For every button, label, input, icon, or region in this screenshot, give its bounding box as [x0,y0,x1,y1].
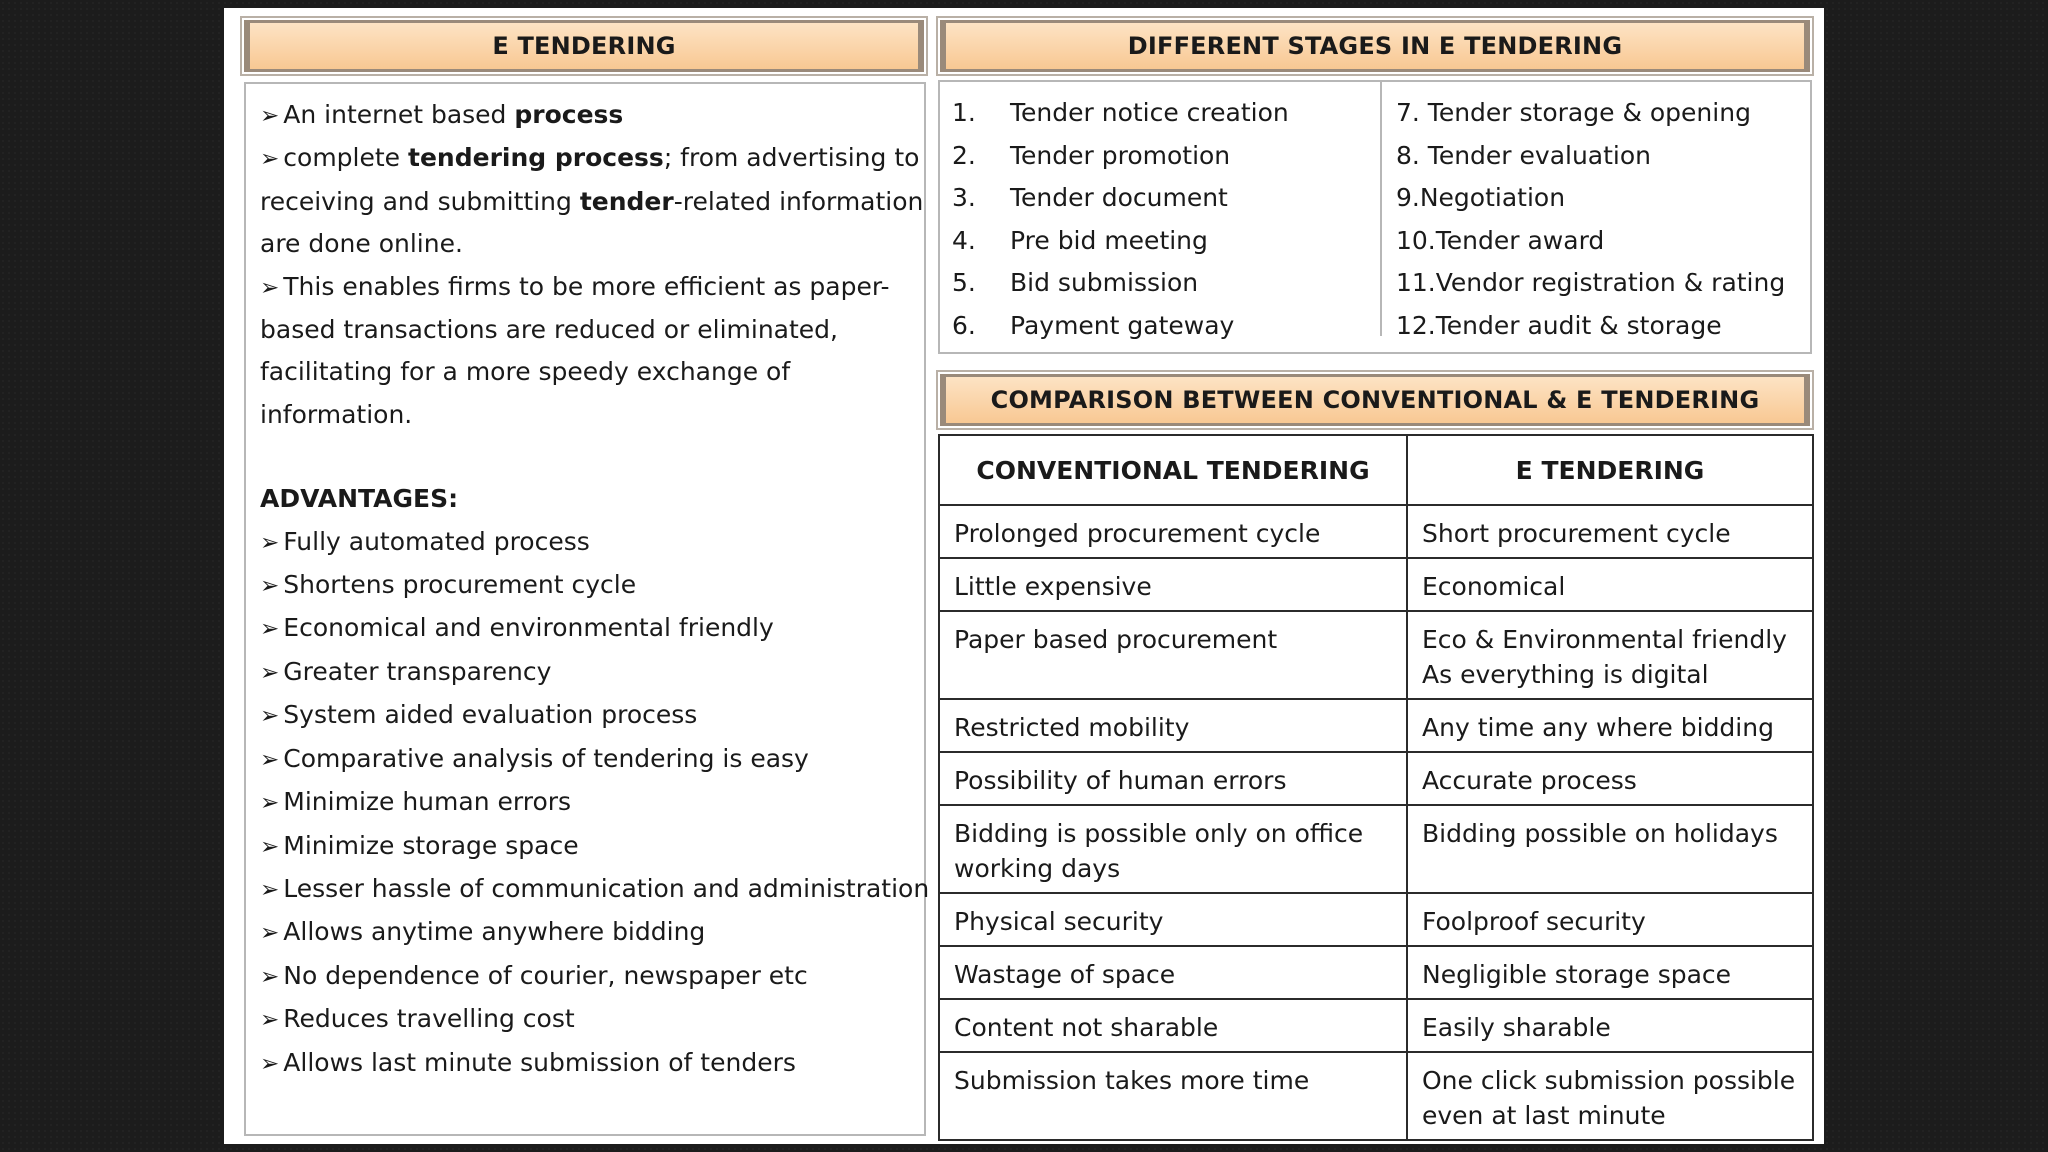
advantages-title: ADVANTAGES: [260,484,459,514]
intro-bold-text: tender [579,186,674,216]
advantage-item [260,825,924,868]
intro-text: ; from advertising to [663,143,920,173]
cell-conventional: Wastage of space [939,946,1407,999]
arrow-bullet-icon: ➢ [260,703,280,730]
stage-label: Tender document [1010,183,1228,213]
arrow-bullet-icon: ➢ [260,573,280,600]
arrow-bullet-icon: ➢ [260,790,280,817]
comparison-panel [938,434,1812,1128]
intro-bold-text: tendering process [408,143,664,173]
intro-line [260,266,924,309]
stage-item: 7. Tender storage & opening [1396,98,1751,127]
cell-etender: One click submission possible even at last minute [1407,1052,1813,1140]
advantage-text: Minimize human errors [283,787,572,817]
comparison-title: COMPARISON BETWEEN CONVENTIONAL & E TENDERING [990,386,1760,414]
intro-list [260,94,924,436]
advantage-item [260,651,924,694]
stage-item: 10.Tender award [1396,225,1605,255]
advantage-item [260,521,924,564]
table-row [939,558,1813,611]
e-tendering-panel [244,82,930,1136]
table-row [939,805,1813,893]
advantage-text: Shortens procurement cycle [283,570,637,600]
advantage-item [260,781,924,824]
advantage-item [260,564,924,607]
arrow-bullet-icon: ➢ [260,963,280,990]
stage-item: 8. Tender evaluation [1396,140,1652,170]
advantage-item [260,607,924,650]
advantage-text: Greater transparency [283,656,552,686]
stage-number: 1. [952,98,976,127]
stages-left-column [940,92,1380,348]
table-row [939,752,1813,805]
arrow-bullet-icon: ➢ [260,876,280,903]
intro-text: An internet based [283,100,515,129]
stage-item [940,305,1380,348]
intro-text: receiving and submitting [260,186,580,216]
cell-etender: Short procurement cycle [1407,505,1813,558]
comparison-header-row [939,435,1813,505]
column-header-etender: E TENDERING [1407,435,1813,505]
table-row [939,999,1813,1052]
intro-line [260,94,924,137]
advantage-text: Fully automated process [283,526,590,556]
stage-item [940,92,1380,135]
intro-text: -related information [673,186,924,216]
stage-item [940,177,1380,220]
stages-title: DIFFERENT STAGES IN E TENDERING [1127,32,1623,60]
table-row [939,611,1813,699]
intro-text: information. [260,399,413,429]
stage-label: Pre bid meeting [1010,225,1208,255]
cell-conventional: Content not sharable [939,999,1407,1052]
cell-etender: Any time any where bidding [1407,699,1813,752]
stage-label: Tender promotion [1010,140,1231,170]
arrow-bullet-icon: ➢ [260,833,280,860]
comparison-table [938,434,1814,1141]
advantage-item [260,1042,924,1085]
intro-line [260,351,924,393]
intro-text: based transactions are reduced or eliminated, [260,315,839,345]
cell-conventional: Possibility of human errors [939,752,1407,805]
e-tendering-header [244,20,924,72]
arrow-bullet-icon: ➢ [260,529,280,556]
cell-conventional: Submission takes more time [939,1052,1407,1140]
intro-line [260,223,924,265]
cell-conventional: Restricted mobility [939,699,1407,752]
stage-item [940,220,1380,263]
stage-item: 11.Vendor registration & rating [1396,268,1786,298]
advantage-item [260,868,930,911]
advantage-text: System aided evaluation process [283,700,698,730]
intro-text: facilitating for a more speedy exchange of [260,357,791,387]
arrow-bullet-icon: ➢ [260,920,280,947]
cell-etender: Accurate process [1407,752,1813,805]
arrow-bullet-icon: ➢ [260,1007,280,1034]
cell-conventional: Little expensive [939,558,1407,611]
intro-line [260,181,924,223]
cell-conventional: Prolonged procurement cycle [939,505,1407,558]
stage-item [940,135,1380,178]
advantage-text: No dependence of courier, newspaper etc [283,960,808,990]
intro-text: This enables firms to be more efficient as paper- [283,271,890,301]
stage-number: 6. [952,310,976,340]
stage-label: Bid submission [1010,268,1199,298]
arrow-bullet-icon: ➢ [260,1050,280,1077]
advantage-text: Allows last minute submission of tenders [283,1047,796,1077]
cell-etender: Foolproof security [1407,893,1813,946]
comparison-body [939,505,1813,1140]
table-row [939,1052,1813,1140]
advantage-item [260,911,924,954]
cell-conventional: Physical security [939,893,1407,946]
intro-line [260,394,924,436]
cell-conventional: Bidding is possible only on office working days [939,805,1407,893]
stages-right-column [1380,82,1812,340]
table-row [939,699,1813,752]
arrow-bullet-icon: ➢ [260,659,280,686]
stages-panel [938,80,1812,354]
advantage-text: Allows anytime anywhere bidding [283,917,706,947]
stage-item [940,262,1380,305]
stage-number: 3. [952,183,976,213]
stage-number: 5. [952,268,976,298]
e-tendering-title: E TENDERING [492,32,676,60]
cell-etender: Eco & Environmental friendly As everything is digital [1407,611,1813,699]
table-row [939,893,1813,946]
intro-line [260,309,924,351]
stages-header [940,20,1810,72]
comparison-header [940,374,1810,426]
column-header-conventional: CONVENTIONAL TENDERING [939,435,1407,505]
advantage-item [260,738,924,781]
table-row [939,946,1813,999]
intro-text: are done online. [260,229,463,259]
cell-etender: Negligible storage space [1407,946,1813,999]
cell-conventional: Paper based procurement [939,611,1407,699]
arrow-bullet-icon: ➢ [260,274,280,301]
intro-bold-text: process [514,100,624,129]
intro-text: complete [283,143,409,173]
advantage-text: Comparative analysis of tendering is easy [283,743,809,773]
stage-item: 12.Tender audit & storage [1396,310,1722,340]
cell-etender: Bidding possible on holidays [1407,805,1813,893]
stage-number: 4. [952,225,976,255]
cell-etender: Economical [1407,558,1813,611]
stage-number: 2. [952,140,976,170]
arrow-bullet-icon: ➢ [260,616,280,643]
advantage-item [260,998,924,1041]
advantage-text: Reduces travelling cost [283,1004,575,1034]
table-row [939,505,1813,558]
advantage-item [260,955,924,998]
arrow-bullet-icon: ➢ [260,746,280,773]
stage-label: Payment gateway [1010,310,1235,340]
slide-page [224,8,1824,1144]
advantage-text: Lesser hassle of communication and administration [283,873,930,903]
stage-item: 9.Negotiation [1396,183,1566,213]
advantages-list [260,521,930,1085]
cell-etender: Easily sharable [1407,999,1813,1052]
arrow-bullet-icon: ➢ [260,103,280,129]
advantage-item [260,694,924,737]
advantage-text: Minimize storage space [283,830,579,860]
intro-line [260,137,924,180]
stage-label: Tender notice creation [1010,98,1289,127]
arrow-bullet-icon: ➢ [260,146,280,173]
advantage-text: Economical and environmental friendly [283,613,774,643]
